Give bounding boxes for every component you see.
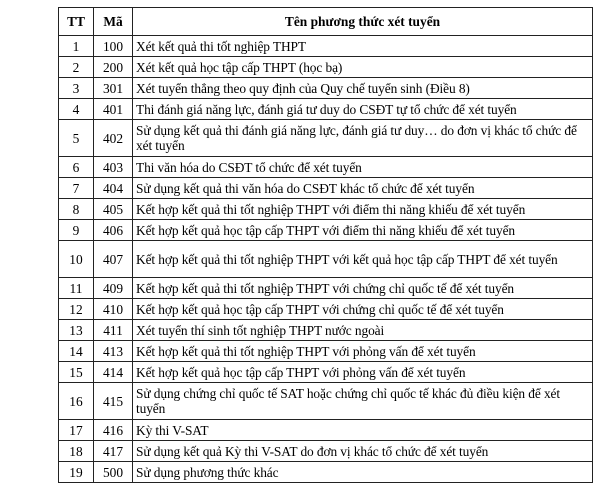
method-name: Xét tuyển thẳng theo quy định của Quy chế tuyển sinh (Điều 8) <box>133 78 593 99</box>
table-row <box>59 199 593 220</box>
method-code: 406 <box>94 220 133 241</box>
method-code: 411 <box>94 320 133 341</box>
row-number: 3 <box>59 78 94 99</box>
method-code: 416 <box>94 420 133 441</box>
admission-methods-table-container <box>58 7 592 483</box>
row-number: 6 <box>59 157 94 178</box>
row-number: 11 <box>59 278 94 299</box>
method-code: 200 <box>94 57 133 78</box>
table-row <box>59 241 593 278</box>
table-row <box>59 220 593 241</box>
method-code: 403 <box>94 157 133 178</box>
method-name: Kết hợp kết quả thi tốt nghiệp THPT với kết quả học tập cấp THPT để xét tuyển <box>133 241 593 278</box>
row-number: 19 <box>59 462 94 483</box>
method-name: Sử dụng kết quả Kỳ thi V-SAT do đơn vị khác tổ chức để xét tuyển <box>133 441 593 462</box>
method-name: Thi đánh giá năng lực, đánh giá tư duy do CSĐT tự tổ chức để xét tuyển <box>133 99 593 120</box>
method-code: 404 <box>94 178 133 199</box>
method-code: 413 <box>94 341 133 362</box>
method-name: Sử dụng phương thức khác <box>133 462 593 483</box>
method-code: 401 <box>94 99 133 120</box>
method-name: Kết hợp kết quả học tập cấp THPT với phỏng vấn để xét tuyển <box>133 362 593 383</box>
header-ten: Tên phương thức xét tuyển <box>133 8 593 36</box>
table-row <box>59 420 593 441</box>
row-number: 1 <box>59 36 94 57</box>
table-row <box>59 320 593 341</box>
row-number: 12 <box>59 299 94 320</box>
method-code: 301 <box>94 78 133 99</box>
method-code: 410 <box>94 299 133 320</box>
method-name: Sử dụng chứng chỉ quốc tế SAT hoặc chứng chỉ quốc tế khác đủ điều kiện để xét tuyển <box>133 383 593 420</box>
method-name: Kết hợp kết quả học tập cấp THPT với chứng chỉ quốc tế để xét tuyển <box>133 299 593 320</box>
table-row <box>59 341 593 362</box>
method-code: 407 <box>94 241 133 278</box>
admission-methods-table <box>58 7 593 483</box>
method-name: Kết hợp kết quả thi tốt nghiệp THPT với chứng chỉ quốc tế để xét tuyển <box>133 278 593 299</box>
method-code: 409 <box>94 278 133 299</box>
row-number: 15 <box>59 362 94 383</box>
header-tt: TT <box>59 8 94 36</box>
table-row <box>59 441 593 462</box>
table-row <box>59 157 593 178</box>
table-row <box>59 99 593 120</box>
row-number: 4 <box>59 99 94 120</box>
method-name: Kỳ thi V-SAT <box>133 420 593 441</box>
method-code: 500 <box>94 462 133 483</box>
method-name: Xét kết quả học tập cấp THPT (học bạ) <box>133 57 593 78</box>
table-row <box>59 178 593 199</box>
method-code: 415 <box>94 383 133 420</box>
method-code: 414 <box>94 362 133 383</box>
row-number: 16 <box>59 383 94 420</box>
row-number: 17 <box>59 420 94 441</box>
row-number: 10 <box>59 241 94 278</box>
method-name: Thi văn hóa do CSĐT tổ chức để xét tuyển <box>133 157 593 178</box>
method-name: Xét tuyển thí sinh tốt nghiệp THPT nước ngoài <box>133 320 593 341</box>
table-row <box>59 362 593 383</box>
table-row <box>59 120 593 157</box>
row-number: 18 <box>59 441 94 462</box>
method-name: Kết hợp kết quả học tập cấp THPT với điểm thi năng khiếu để xét tuyển <box>133 220 593 241</box>
method-name: Sử dụng kết quả thi văn hóa do CSĐT khác tổ chức để xét tuyển <box>133 178 593 199</box>
header-ma: Mã <box>94 8 133 36</box>
method-name: Kết hợp kết quả thi tốt nghiệp THPT với phỏng vấn để xét tuyển <box>133 341 593 362</box>
method-name: Xét kết quả thi tốt nghiệp THPT <box>133 36 593 57</box>
table-header-row <box>59 8 593 36</box>
method-code: 405 <box>94 199 133 220</box>
table-row <box>59 57 593 78</box>
method-code: 417 <box>94 441 133 462</box>
row-number: 13 <box>59 320 94 341</box>
table-row <box>59 278 593 299</box>
table-row <box>59 462 593 483</box>
table-row <box>59 383 593 420</box>
row-number: 9 <box>59 220 94 241</box>
row-number: 14 <box>59 341 94 362</box>
method-code: 402 <box>94 120 133 157</box>
row-number: 7 <box>59 178 94 199</box>
method-code: 100 <box>94 36 133 57</box>
table-row <box>59 78 593 99</box>
method-name: Kết hợp kết quả thi tốt nghiệp THPT với điểm thi năng khiếu để xét tuyển <box>133 199 593 220</box>
row-number: 8 <box>59 199 94 220</box>
table-row <box>59 299 593 320</box>
row-number: 5 <box>59 120 94 157</box>
method-name: Sử dụng kết quả thi đánh giá năng lực, đánh giá tư duy… do đơn vị khác tổ chức để xét tuyển <box>133 120 593 157</box>
row-number: 2 <box>59 57 94 78</box>
table-row <box>59 36 593 57</box>
